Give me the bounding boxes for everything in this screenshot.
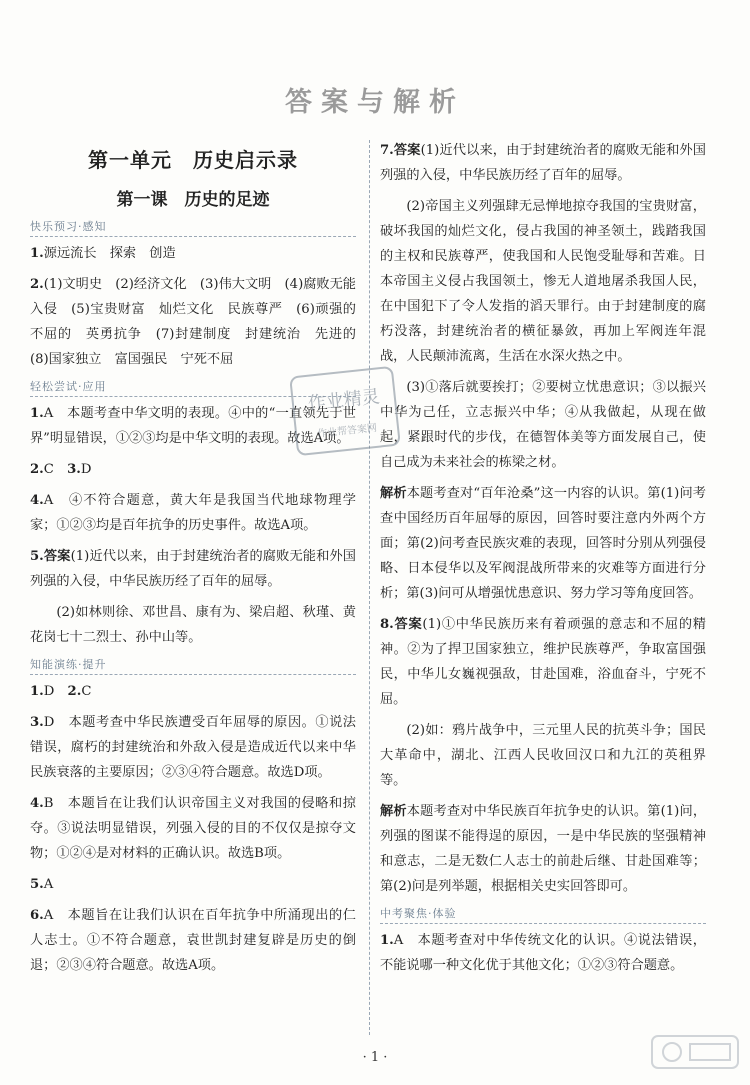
item-text: C — [43, 462, 68, 477]
item-text: (1)近代以来，由于封建统治者的腐败无能和外国列强的入侵，中华民族历经了百年的屈辱。 — [380, 143, 706, 183]
answer-keyword: 答案 — [43, 549, 71, 564]
item-number: 3. — [30, 715, 44, 730]
page-number: · 1 · — [362, 1050, 388, 1065]
unit-title: 第一单元 历史启示录 — [88, 148, 298, 172]
item-number: 2. — [67, 684, 82, 699]
item-number: 7. — [380, 143, 394, 158]
item-number: 2. — [30, 462, 44, 477]
section-header-preview: 快乐预习·感知 — [30, 218, 356, 237]
analysis-text: 本题考查对中华民族百年抗争史的认识。第(1)问，列强的图谋不能得逞的原因，一是中华民族的坚强精神和意志，二是无数仁人志士的前赴后继、甘赴国难等；第(2)问是列举题，根据相关史实回答即可。 — [380, 804, 707, 894]
column-divider — [369, 140, 370, 1035]
item-number: 3. — [67, 462, 81, 477]
lesson-title: 第一课 历史的足迹 — [116, 190, 270, 210]
answer-item — [30, 544, 356, 594]
stamp-text: 作业精灵 — [307, 386, 381, 415]
answer-item — [30, 872, 356, 897]
left-column — [30, 138, 370, 984]
section-header-exam: 中考聚焦·体验 — [380, 905, 706, 924]
section-header-try: 轻松尝试·应用 — [30, 378, 356, 397]
answer-item — [380, 612, 706, 712]
item-number: 4. — [30, 493, 44, 508]
analysis — [380, 799, 706, 899]
item-text: A 本题考查中华文明的表现。④中的“一直领先于世界”明显错误，①②③均是中华文明的表现。故选A项。 — [30, 406, 356, 446]
item-number: 6. — [30, 908, 44, 923]
answer-item — [380, 928, 706, 978]
item-text: A 本题考查对中华传统文化的认识。④说法错误，不能说哪一种文化优于其他文化；①②③符合题意。 — [380, 933, 706, 973]
item-text: C — [81, 684, 92, 699]
answer-item-continued: (2)如林则徐、邓世昌、康有为、梁启超、秋瑾、黄花岗七十二烈士、孙中山等。 — [30, 605, 356, 645]
item-text: A — [43, 877, 54, 892]
answer-item — [30, 457, 356, 482]
analysis-text: 本题考查对“百年沧桑”这一内容的认识。第(1)问考查中国经历百年屈辱的原因，回答时要注意内外两个方面；第(2)问考查民族灾难的表现，回答时分别从列强侵略、日本侵华以及军阀混战所带来的灾难等方面进行分析；第(3)问可从增强忧患意识、努力学习等角度回答。 — [380, 486, 706, 601]
item-text: 源远流长 探索 创造 — [43, 246, 176, 261]
item-text: D 本题考查中华民族遭受百年屈辱的原因。①说法错误，腐朽的封建统治和外敌入侵是造成近代以来中华民族衰落的主要原因；②③④符合题意。故选D项。 — [30, 715, 356, 780]
stamp-subtext: 作业帮答案网 — [316, 422, 378, 440]
answer-item-continued: (3)①落后就要挨打；②要树立忧患意识；③以振兴中华为己任，立志振兴中华；④从我做起，从现在做起，紧跟时代的步伐，在德智体美等方面发展自己，使自己成为未来社会的栋梁之材。 — [380, 380, 706, 470]
answer-item — [380, 138, 706, 188]
answer-item — [30, 488, 356, 538]
item-number: 1. — [30, 406, 44, 421]
answer-item — [30, 241, 356, 266]
analysis-keyword: 解析 — [380, 486, 407, 501]
item-number: 1. — [30, 246, 44, 261]
item-number: 5. — [30, 549, 44, 564]
answer-keyword: 答案 — [393, 617, 423, 632]
item-text: D — [80, 462, 92, 477]
item-number: 8. — [380, 617, 394, 632]
right-column — [380, 138, 706, 984]
page-title: 答案与解析 — [285, 87, 465, 118]
watermark-stamp — [286, 362, 404, 459]
item-number: 1. — [30, 684, 44, 699]
answer-item-continued: (2)帝国主义列强肆无忌惮地掠夺我国的宝贵财富，破坏我国的灿烂文化，侵占我国的神圣领土，践踏我国的主权和民族尊严，使我国和人民饱受耻辱和苦难。日本帝国主义侵占我国领土，惨无人道地屠杀我国人民，在中国犯下了令人发指的滔天罪行。由于封建制度的腐朽没落，封建统治者的横征暴敛，再加上军阀连年混战，人民颠沛流离，生活在水深火热之中。 — [380, 199, 706, 364]
item-number: 2. — [30, 277, 44, 292]
item-text: D — [43, 684, 68, 699]
answer-item — [30, 791, 356, 866]
item-number: 5. — [30, 877, 44, 892]
item-text: (1)近代以来，由于封建统治者的腐败无能和外国列强的入侵，中华民族历经了百年的屈辱。 — [30, 549, 356, 589]
section-header-practice: 知能演练·提升 — [30, 656, 356, 675]
answer-item — [30, 272, 370, 372]
item-text: B 本题旨在让我们认识帝国主义对我国的侵略和掠夺。③说法明显错误，列强入侵的目的不仅仅是掠夺文物；①②④是对材料的正确认识。故选B项。 — [30, 796, 356, 861]
analysis-keyword: 解析 — [380, 804, 407, 819]
answer-item — [30, 903, 356, 978]
item-text: A ④不符合题意，黄大年是我国当代地球物理学家；①②③均是百年抗争的历史事件。故选A项。 — [30, 493, 356, 533]
item-number: 4. — [30, 796, 44, 811]
answer-item — [30, 679, 356, 704]
item-text: (1)①中华民族历来有着顽强的意志和不屈的精神。②为了捍卫国家独立，维护民族尊严，争取富国强民，中华儿女巍视强敌，甘赴国难，浴血奋斗，宁死不屈。 — [380, 617, 706, 707]
answer-item-continued: (2)如：鸦片战争中，三元里人民的抗英斗争；国民大革命中，湖北、江西人民收回汉口和九江的英租界等。 — [380, 723, 706, 788]
item-text: A 本题旨在让我们认识在百年抗争中所涌现出的仁人志士。①不符合题意，袁世凯封建复辟是历史的倒退；②③④符合题意。故选A项。 — [30, 908, 356, 973]
item-number: 1. — [380, 933, 394, 948]
answer-item — [30, 710, 356, 785]
item-text: (1)文明史 (2)经济文化 (3)伟大文明 (4)腐败无能 入侵 (5)宝贵财富 灿烂文化 民族尊严 (6)顽强的 不屈的 英勇抗争 (7)封建制度 封建统治 先进的 (8)国家独立 富国强民 宁死不屈 — [30, 277, 370, 367]
analysis — [380, 481, 706, 606]
answer-keyword: 答案 — [393, 143, 421, 158]
